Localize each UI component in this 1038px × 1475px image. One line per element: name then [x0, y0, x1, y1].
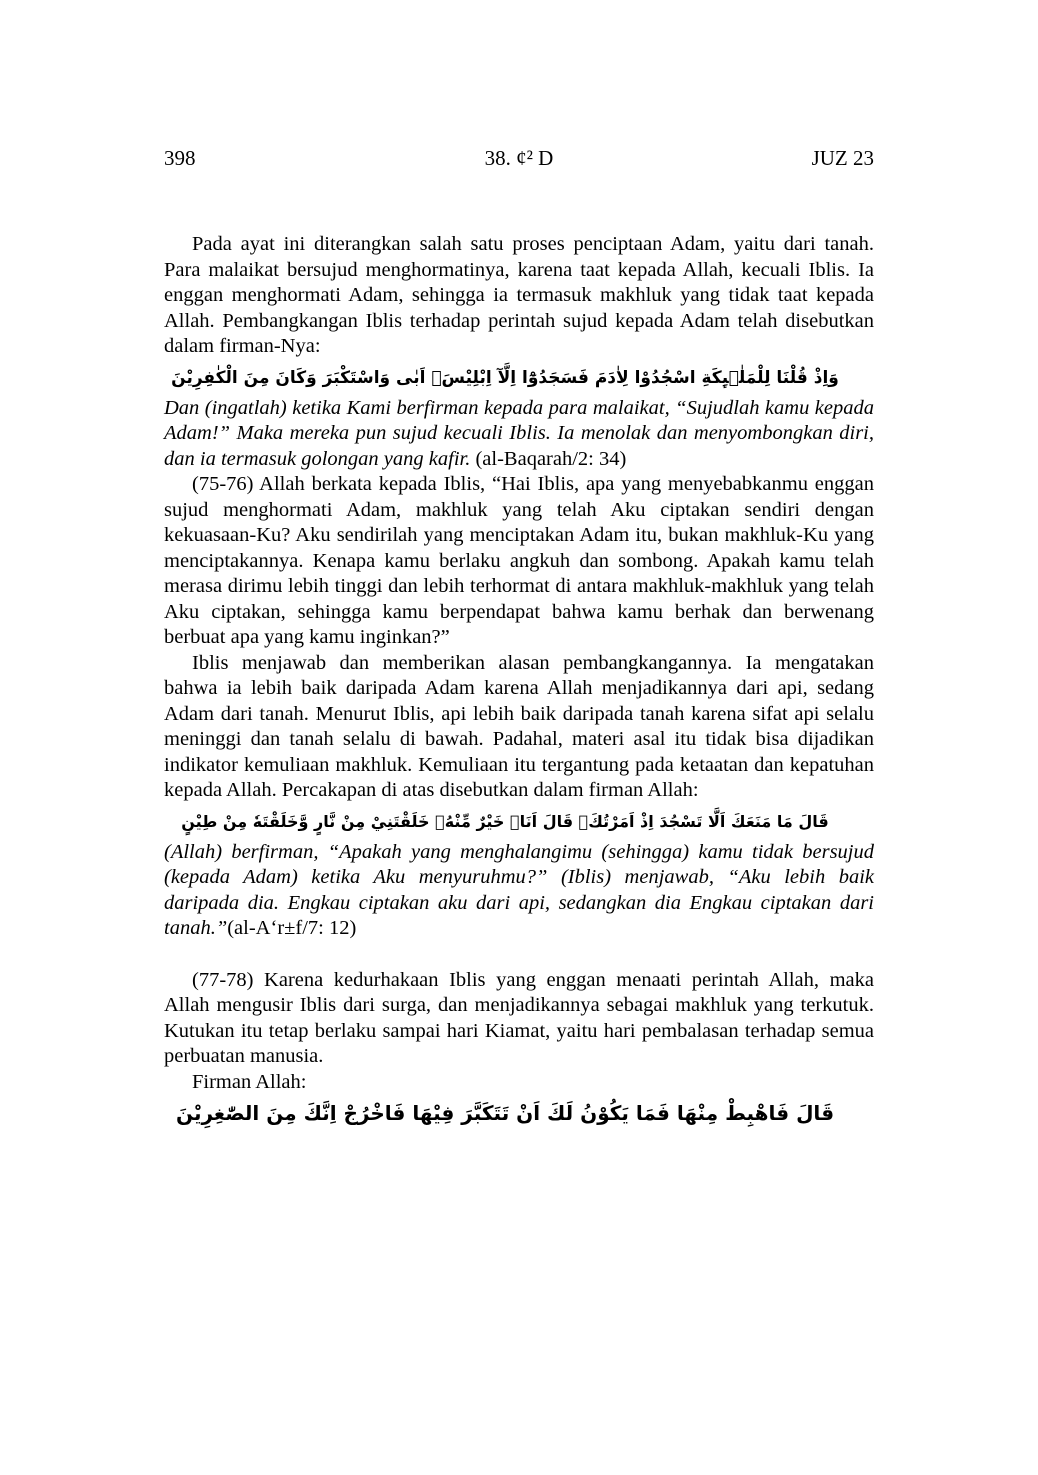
paragraph-firman: Firman Allah: — [192, 1070, 307, 1093]
page-number: 398 — [164, 146, 196, 170]
page-body — [164, 232, 874, 1131]
paragraph-iblis-reply: Iblis menjawab dan memberikan alasan pembangkangannya. Ia mengatakan bahwa ia lebih baik daripada Adam karena Allah menjadikannya dari api, sedang Adam dari tanah. Menurut Iblis, api lebih baik daripada tanah karena sifat api selalu meninggi dan tanah selalu di bawah. Padahal, materi asal itu tidak bisa dijadikan indikator kemuliaan makhluk. Kemuliaan itu tergantung pada ketaatan dan kepatuhan kepada Allah. Percakapan di atas disebutkan dalam firman Allah: — [164, 651, 874, 801]
translation-2 — [164, 840, 874, 942]
paragraph-77-78: (77-78) Karena kedurhakaan Iblis yang enggan menaati perintah Allah, maka Allah mengusir Iblis dari surga, dan menjadikannya sebagai makhluk yang terkutuk. Kutukan itu tetap berlaku sampai hari Kiamat, yaitu hari pembalasan terhadap semua perbuatan manusia. — [164, 968, 874, 1067]
page-header — [164, 146, 874, 174]
translation-1-ref: (al-Baqarah/2: 34) — [470, 447, 627, 470]
chapter-title: 38. ¢² D — [484, 146, 554, 170]
paragraph-75-76: (75-76) Allah berkata kepada Iblis, “Hai Iblis, apa yang menyebabkanmu enggan sujud menghormati Adam, makhluk yang telah Aku ciptakan sendiri dengan kekuasaan-Ku? Aku sendirilah yang menciptakan Adam itu, bukan makhluk-Ku yang menciptakannya. Kenapa kamu berlaku angkuh dan sombong. Apakah kamu telah merasa dirimu lebih tinggi dan lebih terhormat di antara makhluk-makhluk yang telah Aku ciptakan, sehingga kamu berpendapat bahwa kamu berhak dan berwenang berbuat apa yang kamu inginkan?” — [164, 473, 874, 648]
arabic-verse-1: وَاِذْ قُلْنَا لِلْمَلٰۤىِٕكَةِ اسْجُدُوْا لِاٰدَمَ فَسَجَدُوْٓا اِلَّآ اِبْلِيْسَۗ اَبٰى وَاسْتَكْبَرَ وَكَانَ مِنَ الْكٰفِرِيْنَ — [171, 367, 839, 388]
paragraph-intro: Pada ayat ini diterangkan salah satu proses penciptaan Adam, yaitu dari tanah. Para malaikat bersujud menghormatinya, karena taat kepada Allah, kecuali Iblis. Ia enggan menghormati Adam, sehingga ia termasuk makhluk yang tidak taat kepada Allah. Pembangkangan Iblis terhadap perintah sujud kepada Adam telah disebutkan dalam firman-Nya: — [164, 233, 874, 357]
translation-1-text: Dan (ingatlah) ketika Kami berfirman kepada para malaikat, “Sujudlah kamu kepada Adam!” Maka mereka pun sujud kecuali Iblis. Ia menolak dan menyombongkan diri, dan ia termasuk golongan yang kafir. — [164, 396, 874, 470]
arabic-verse-3: قَالَ فَاهْبِطْ مِنْهَا فَمَا يَكُوْنُ لَكَ اَنْ تَتَكَبَّرَ فِيْهَا فَاخْرُجْ اِنَّكَ مِنَ الصّٰغِرِيْنَ — [175, 1101, 835, 1125]
arabic-verse-2: قَالَ مَا مَنَعَكَ اَلَّا تَسْجُدَ اِذْ اَمَرْتُكَۗ قَالَ اَنَا۠ خَيْرٌ مِّنْهُۚ خَلَقْتَنِيْ مِنْ نَّارٍ وَّخَلَقْتَهٗ مِنْ طِيْنٍ — [181, 811, 829, 831]
translation-2-text: (Allah) berfirman, “Apakah yang menghalangimu (sehingga) kamu tidak bersujud (kepada Adam) ketika Aku menyuruhmu?” (Iblis) menjawab, “Aku lebih baik daripada dia. Engkau ciptakan aku dari api, sedangkan dia Engkau ciptakan dari tanah.” — [164, 840, 874, 939]
translation-2-ref: (al-A‘r±f/7: 12) — [227, 917, 357, 939]
translation-1 — [164, 396, 874, 473]
juz-label: JUZ 23 — [811, 146, 874, 170]
